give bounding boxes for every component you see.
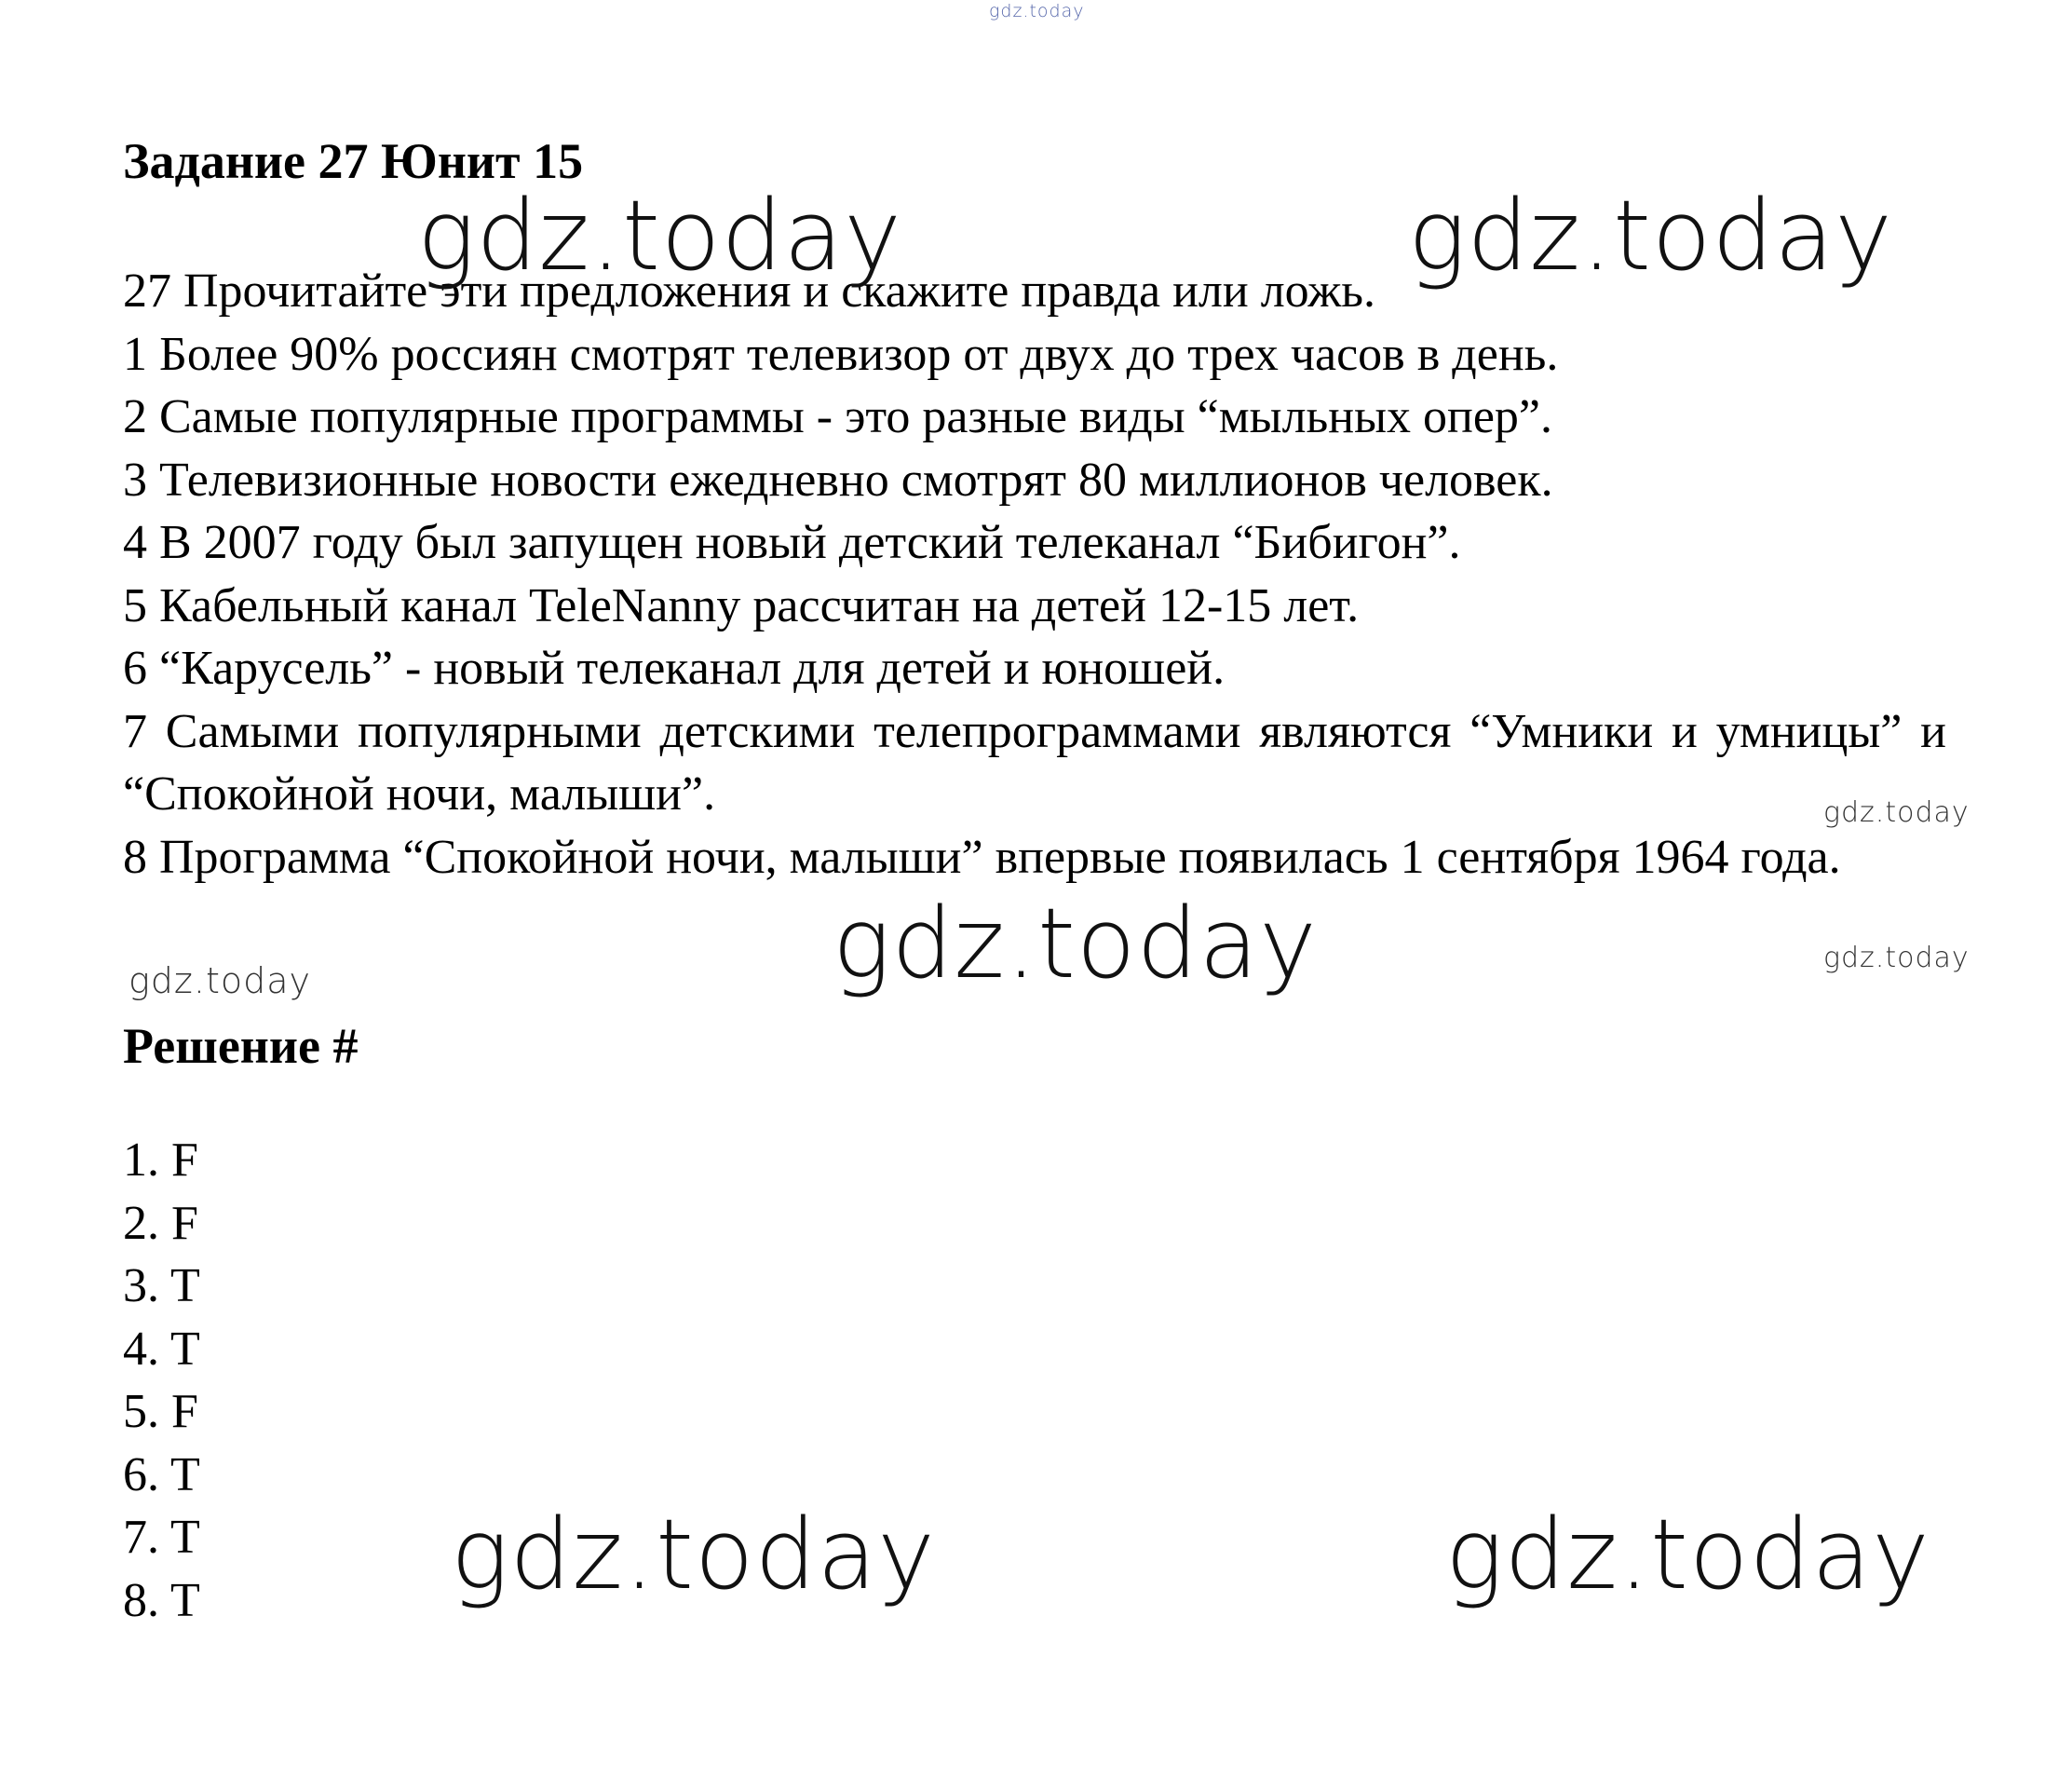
document-content (123, 130, 1946, 1632)
answer-7: 7. T (123, 1511, 200, 1564)
watermark-bottom-right: gdz.today (1445, 1498, 1930, 1611)
answer-1: 1. F (123, 1134, 198, 1187)
watermark-top-right: gdz.today (1408, 179, 1893, 292)
watermark-small-right-1: gdz.today (1823, 796, 1970, 829)
answer-2: 2. F (123, 1196, 198, 1250)
statement-5: 5 Кабельный канал TeleNanny рассчитан на детей 12-15 лет. (123, 578, 1360, 632)
answer-4: 4. T (123, 1322, 200, 1376)
statement-4: 4 В 2007 году был запущен новый детский телеканал “Бибигон”. (123, 516, 1461, 569)
task-text (123, 260, 1946, 889)
task-instruction: 27 Прочитайте эти предложения и скажите правда или ложь. (123, 265, 1375, 318)
task-title: Задание 27 Юнит 15 (123, 133, 584, 189)
answer-6: 6. T (123, 1447, 200, 1501)
solution-title: Решение # (123, 1018, 359, 1074)
watermark-top-left: gdz.today (417, 179, 902, 292)
answer-3: 3. T (123, 1259, 200, 1312)
answer-5: 5. F (123, 1385, 198, 1438)
statement-7: 7 Самыми популярными детскими телепрограммами являются “Умники и умницы” и “Спокойной ночи, малыши”. (123, 704, 1946, 821)
watermark-bottom-left: gdz.today (451, 1498, 936, 1611)
statement-8: 8 Программа “Спокойной ночи, малыши” впервые появилась 1 сентября 1964 года. (123, 830, 1841, 884)
watermark-small-right-2: gdz.today (1823, 942, 1970, 974)
statement-3: 3 Телевизионные новости ежедневно смотрят 80 миллионов человек. (123, 453, 1553, 507)
header-watermark: gdz.today (989, 1, 1085, 21)
statement-6: 6 “Карусель” - новый телеканал для детей и юношей. (123, 642, 1226, 695)
watermark-middle: gdz.today (833, 887, 1318, 1000)
answer-8: 8. T (123, 1573, 200, 1627)
statement-2: 2 Самые популярные программы - это разные виды “мыльных опер”. (123, 390, 1553, 443)
statement-1: 1 Более 90% россиян смотрят телевизор от двух до трех часов в день. (123, 327, 1559, 381)
watermark-small-left: gdz.today (129, 960, 311, 1001)
